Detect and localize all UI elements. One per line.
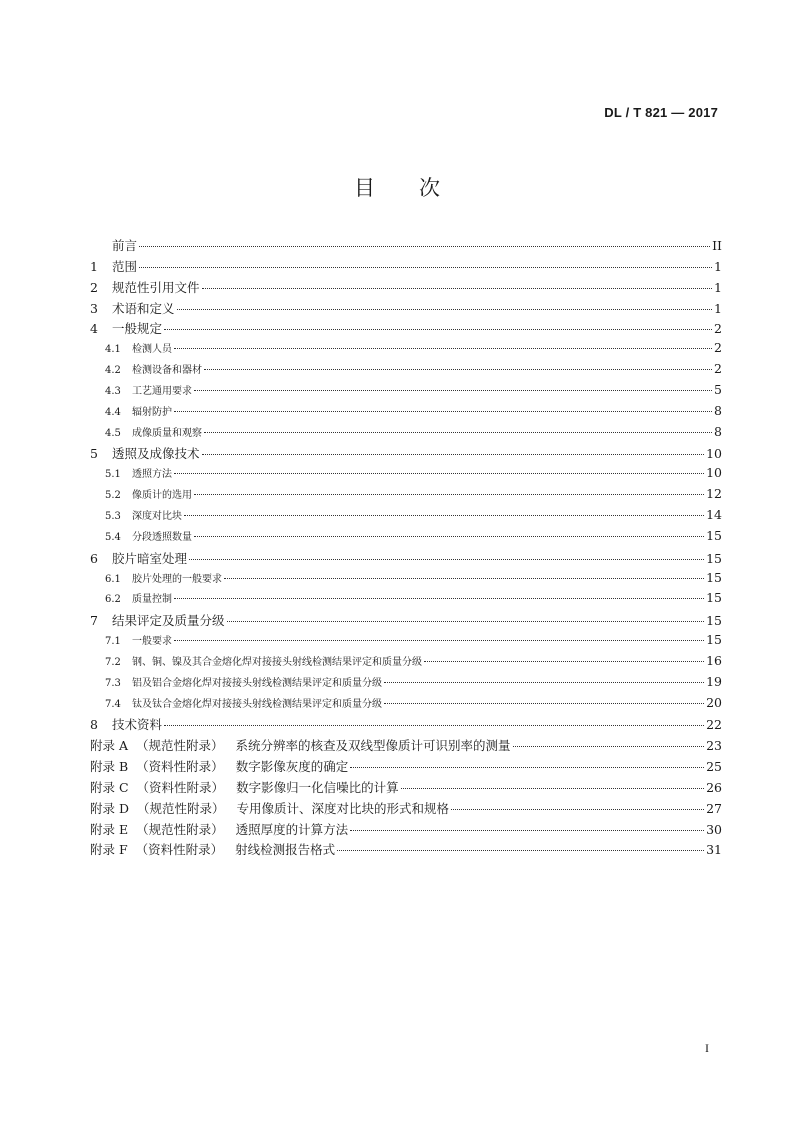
dot-leader — [194, 494, 704, 495]
toc-page-number: 26 — [706, 779, 722, 795]
toc-entry-number: 6.1 — [105, 573, 121, 585]
dot-leader — [184, 515, 704, 516]
toc-entry-title: 透照方法 — [132, 469, 172, 481]
toc-entry-number: 5.3 — [105, 510, 121, 522]
toc-appendix-type: （规范性附录） — [137, 800, 225, 816]
toc-subsection-entry[interactable] — [90, 507, 722, 528]
toc-entry-number: 7.3 — [105, 677, 121, 689]
toc-page-number: 15 — [706, 527, 722, 543]
toc-entry-number: 附录 E — [90, 821, 129, 837]
toc-subsection-entry[interactable] — [90, 632, 722, 653]
toc-entry-number: 附录 F — [90, 842, 128, 858]
toc-entry-number: 4.3 — [105, 385, 121, 397]
toc-page-number: 2 — [714, 361, 722, 377]
dot-leader — [174, 411, 712, 412]
dot-leader — [337, 850, 704, 851]
toc-subsection-entry[interactable] — [90, 653, 722, 674]
dot-leader — [401, 788, 705, 789]
toc-entry-number: 7.2 — [105, 656, 121, 668]
toc-page-number: 2 — [714, 340, 722, 356]
toc-entry-number: 5.1 — [105, 469, 121, 481]
dot-leader — [224, 578, 704, 579]
toc-entry-title: 像质计的选用 — [132, 490, 192, 502]
toc-subsection-entry[interactable] — [90, 590, 722, 611]
toc-entry-title: 辐射防护 — [132, 406, 172, 418]
dot-leader — [350, 767, 704, 768]
toc-subsection-entry[interactable] — [90, 695, 722, 716]
toc-entry-number: 4.1 — [105, 344, 121, 356]
toc-entry-title: 前言 — [112, 238, 138, 253]
toc-entry-number: 1 — [90, 258, 98, 274]
toc-entry-title: 透照及成像技术 — [112, 446, 200, 462]
toc-page-number: 12 — [706, 486, 722, 502]
toc-appendix-entry[interactable] — [90, 778, 722, 799]
toc-appendix-entry[interactable] — [90, 820, 722, 841]
toc-entry-title: 检测人员 — [132, 344, 172, 356]
toc-page-number: 5 — [714, 381, 722, 397]
toc-page-number: 19 — [706, 673, 722, 689]
toc-page-number: 30 — [706, 821, 722, 837]
toc-entry-title: 分段透照数量 — [132, 531, 192, 543]
toc-subsection-entry[interactable] — [90, 570, 722, 591]
toc-section-entry[interactable] — [90, 299, 722, 320]
toc-page-number: 16 — [706, 652, 722, 668]
toc-entry-title: 一般规定 — [112, 321, 163, 337]
toc-entry-number: 5.4 — [105, 531, 121, 543]
dot-leader — [174, 473, 704, 474]
toc-subsection-entry[interactable] — [90, 361, 722, 382]
toc-page-number: 2 — [714, 321, 722, 337]
toc-appendix-entry[interactable] — [90, 840, 722, 861]
toc-appendix-type: （规范性附录） — [136, 738, 224, 754]
dot-leader — [384, 703, 704, 704]
toc-entry-number: 8 — [90, 717, 98, 733]
toc-entry-title: 工艺通用要求 — [132, 385, 192, 397]
toc-subsection-entry[interactable] — [90, 486, 722, 507]
dot-leader — [204, 369, 712, 370]
toc-appendix-entry[interactable] — [90, 799, 722, 820]
toc-entry-number: 3 — [90, 300, 98, 316]
toc-entry-number: 附录 A — [90, 738, 129, 754]
toc-page-number: 8 — [714, 402, 722, 418]
dot-leader — [139, 246, 710, 247]
toc-entry-title: 胶片暗室处理 — [112, 550, 188, 566]
dot-leader — [424, 661, 704, 662]
toc-page-number: 1 — [714, 300, 722, 316]
toc-entry-title: 透照厚度的计算方法 — [235, 821, 349, 837]
toc-page-number: 22 — [706, 717, 722, 733]
toc-section-entry[interactable] — [90, 257, 722, 278]
dot-leader — [227, 621, 705, 622]
toc-page-number: 8 — [714, 423, 722, 439]
toc-page-number: 31 — [706, 842, 722, 858]
toc-page-number: 15 — [706, 590, 722, 606]
toc-entry-title: 术语和定义 — [112, 300, 175, 316]
dot-leader — [174, 348, 712, 349]
toc-entry-title: 钛及钛合金熔化焊对接接头射线检测结果评定和质量分级 — [132, 698, 382, 710]
toc-appendix-type: （规范性附录） — [136, 821, 224, 837]
toc-page-number: 15 — [706, 632, 722, 648]
toc-section-entry[interactable] — [90, 611, 722, 632]
toc-section-entry[interactable] — [90, 715, 722, 736]
toc-subsection-entry[interactable] — [90, 403, 722, 424]
dot-leader — [189, 559, 704, 560]
toc-entry-number: 6 — [90, 550, 98, 566]
toc-entry-number: 5 — [90, 446, 98, 462]
toc-entry-number: 4 — [90, 321, 98, 337]
dot-leader — [174, 640, 704, 641]
toc-subsection-entry[interactable] — [90, 528, 722, 549]
toc-section-entry[interactable] — [90, 444, 722, 465]
dot-leader — [164, 329, 712, 330]
toc-appendix-entry[interactable] — [90, 757, 722, 778]
toc-appendix-entry[interactable] — [90, 736, 722, 757]
dot-leader — [202, 454, 705, 455]
toc-subsection-entry[interactable] — [90, 424, 722, 445]
toc-section-entry[interactable] — [90, 236, 722, 257]
toc-page-number: 25 — [706, 759, 722, 775]
toc-appendix-type: （资料性附录） — [135, 842, 224, 858]
standard-code: DL / T 821 — 2017 — [604, 105, 718, 120]
table-of-contents — [90, 236, 722, 861]
toc-entry-title: 范围 — [112, 258, 138, 274]
toc-page-number: 1 — [714, 258, 722, 274]
dot-leader — [194, 536, 704, 537]
toc-entry-number: 5.2 — [105, 490, 121, 502]
toc-entry-title: 成像质量和观察 — [132, 427, 202, 439]
dot-leader — [177, 309, 713, 310]
toc-entry-number: 附录 C — [90, 779, 129, 795]
toc-page-number: 23 — [706, 738, 722, 754]
toc-entry-number: 7 — [90, 613, 98, 629]
toc-entry-title: 系统分辨率的核查及双线型像质计可识别率的测量 — [235, 738, 511, 754]
dot-leader — [204, 432, 712, 433]
toc-entry-title: 检测设备和器材 — [132, 365, 202, 377]
dot-leader — [384, 682, 704, 683]
toc-subsection-entry[interactable] — [90, 465, 722, 486]
toc-entry-number: 附录 D — [90, 800, 129, 816]
toc-entry-number: 6.2 — [105, 594, 121, 606]
toc-page-number: 14 — [706, 506, 722, 522]
toc-entry-title: 射线检测报告格式 — [235, 842, 336, 858]
dot-leader — [451, 809, 704, 810]
toc-entry-title: 数字影像灰度的确定 — [235, 759, 349, 775]
toc-entry-number: 4.5 — [105, 427, 121, 439]
dot-leader — [350, 830, 704, 831]
toc-entry-title: 技术资料 — [112, 717, 163, 733]
toc-appendix-type: （资料性附录） — [136, 779, 225, 795]
toc-page-number: 10 — [706, 465, 722, 481]
toc-entry-number: 7.4 — [105, 698, 121, 710]
toc-section-entry[interactable] — [90, 278, 722, 299]
toc-page-number: II — [712, 238, 722, 253]
title-part-2: 次 — [419, 176, 440, 200]
toc-entry-number: 4.2 — [105, 365, 121, 377]
toc-page-number: 20 — [706, 694, 722, 710]
dot-leader — [164, 725, 704, 726]
toc-page-number: 15 — [706, 569, 722, 585]
toc-subsection-entry[interactable] — [90, 674, 722, 695]
toc-entry-title: 铝及铝合金熔化焊对接接头射线检测结果评定和质量分级 — [132, 677, 382, 689]
toc-entry-title: 结果评定及质量分级 — [112, 613, 225, 629]
dot-leader — [513, 746, 705, 747]
toc-entry-title: 深度对比块 — [132, 510, 182, 522]
toc-entry-title: 规范性引用文件 — [112, 279, 200, 295]
title-part-1: 目 — [354, 176, 375, 200]
toc-page-number: 15 — [706, 550, 722, 566]
page-number: I — [705, 1041, 709, 1055]
dot-leader — [174, 598, 704, 599]
toc-appendix-type: （资料性附录） — [136, 759, 224, 775]
toc-subsection-entry[interactable] — [90, 340, 722, 361]
toc-entry-title: 胶片处理的一般要求 — [132, 573, 222, 585]
toc-section-entry[interactable] — [90, 319, 722, 340]
toc-entry-number: 2 — [90, 279, 98, 295]
toc-page-number: 10 — [706, 446, 722, 462]
dot-leader — [139, 267, 712, 268]
toc-page-number: 27 — [706, 800, 722, 816]
toc-page-number: 15 — [706, 613, 722, 629]
toc-entry-number: 4.4 — [105, 406, 121, 418]
toc-subsection-entry[interactable] — [90, 382, 722, 403]
toc-entry-title: 质量控制 — [132, 594, 172, 606]
toc-entry-number: 7.1 — [105, 636, 121, 648]
page-title — [0, 172, 794, 202]
toc-section-entry[interactable] — [90, 549, 722, 570]
toc-entry-title: 钢、铜、镍及其合金熔化焊对接接头射线检测结果评定和质量分级 — [132, 656, 422, 668]
toc-entry-title: 数字影像归一化信噪比的计算 — [236, 779, 399, 795]
toc-page-number: 1 — [714, 279, 722, 295]
toc-entry-title: 专用像质计、深度对比块的形式和规格 — [236, 800, 450, 816]
toc-entry-title: 一般要求 — [132, 636, 172, 648]
dot-leader — [202, 288, 713, 289]
toc-entry-number: 附录 B — [90, 759, 129, 775]
dot-leader — [194, 390, 712, 391]
